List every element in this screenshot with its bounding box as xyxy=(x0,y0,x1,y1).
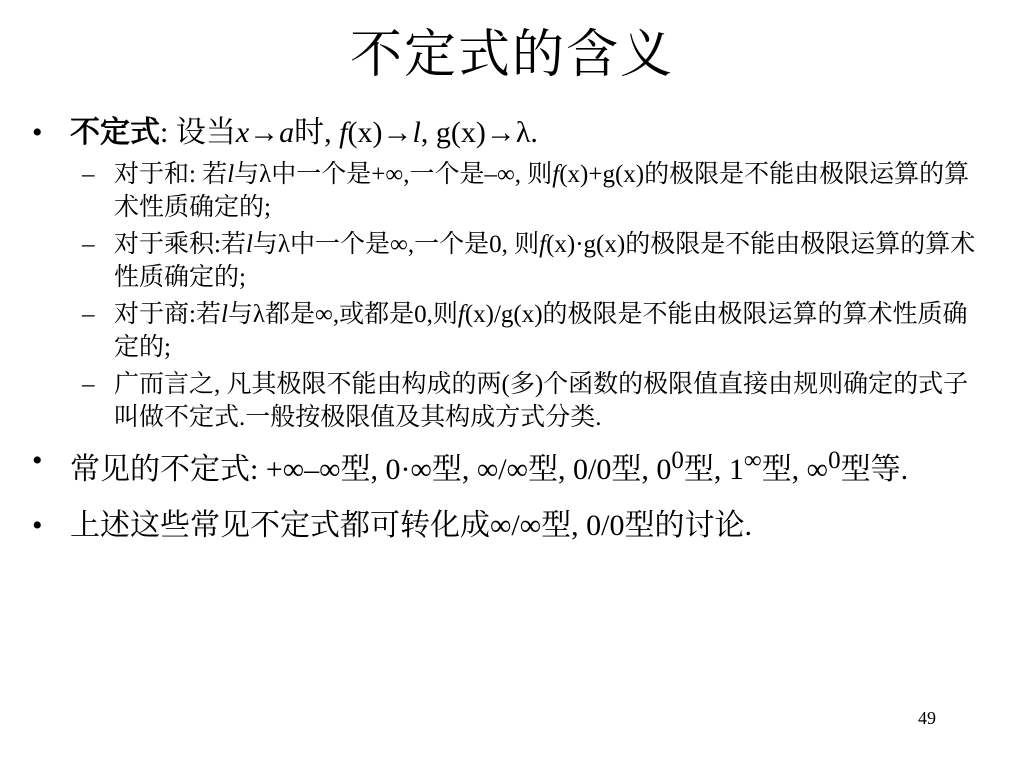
text-segment: (x)·g(x)的极限是不能由极限运算的算术性质确定的; xyxy=(114,231,976,291)
dash-marker: – xyxy=(82,231,95,258)
bullet-marker: • xyxy=(32,444,43,477)
bullet-common-forms xyxy=(30,440,990,491)
term-indeterminate-form: 不定式 xyxy=(70,116,160,149)
page-title: 不定式的含义 xyxy=(349,27,674,84)
bullet-conversion xyxy=(30,505,990,547)
var-f: f xyxy=(457,301,465,328)
superscript: 0 xyxy=(671,447,684,474)
text-segment: 与λ都是∞,或都是0,则 xyxy=(227,301,458,328)
dash-marker: – xyxy=(82,371,95,398)
var-f: f xyxy=(552,161,560,188)
slide-content xyxy=(30,112,990,547)
text-segment: 常见的不定式: +∞–∞型, 0·∞型, ∞/∞型, 0/0型, 0 xyxy=(70,453,672,486)
text-segment: (x)+g(x)的极限是不能由极限运算的算术性质确定的; xyxy=(114,161,970,221)
text-segment: , g(x)→λ. xyxy=(420,116,538,149)
superscript: ∞ xyxy=(743,447,762,474)
sub-item-quotient xyxy=(30,298,990,364)
dash-marker: – xyxy=(82,301,95,328)
arrow-symbol: → xyxy=(249,116,280,149)
dash-marker: – xyxy=(82,161,95,188)
text-segment: 型, 1 xyxy=(683,453,744,486)
text-segment: 时, xyxy=(294,116,340,149)
text-segment: 对于商:若 xyxy=(114,301,221,328)
var-l: l xyxy=(227,161,235,188)
bullet-marker: • xyxy=(32,116,43,149)
var-a: a xyxy=(279,116,295,149)
text-segment: 上述这些常见不定式都可转化成∞/∞型, 0/0型的讨论. xyxy=(70,509,752,542)
var-x: x xyxy=(235,116,250,149)
text-segment: 型等. xyxy=(840,453,909,486)
text-segment: 与λ中一个是∞,一个是0, 则 xyxy=(252,231,540,258)
text-segment: : 设当 xyxy=(160,116,236,149)
text-segment: 对于乘积:若 xyxy=(114,231,246,258)
var-f: f xyxy=(539,231,547,258)
text-segment: 与λ中一个是+∞,一个是–∞, 则 xyxy=(234,161,553,188)
text-segment: (x)/g(x)的极限是不能由极限运算的算术性质确定的; xyxy=(114,301,968,361)
bullet-marker: • xyxy=(32,509,43,542)
var-f: f xyxy=(339,116,348,149)
text-segment: 型, ∞ xyxy=(761,453,829,486)
var-l: l xyxy=(412,116,421,149)
sub-item-sum xyxy=(30,158,990,224)
text-segment: (x)→ xyxy=(347,116,413,149)
bullet-definition xyxy=(30,112,990,154)
var-l: l xyxy=(245,231,253,258)
text-segment: 对于和: 若 xyxy=(114,161,228,188)
var-l: l xyxy=(220,301,228,328)
sub-item-product xyxy=(30,228,990,294)
sub-item-general xyxy=(30,368,990,434)
text-segment: 广而言之, 凡其极限不能由构成的两(多)个函数的极限值直接由规则确定的式子叫做不定式.一般按极限值及其构成方式分类. xyxy=(114,371,969,431)
page-number: 49 xyxy=(918,708,936,728)
superscript: 0 xyxy=(828,447,841,474)
